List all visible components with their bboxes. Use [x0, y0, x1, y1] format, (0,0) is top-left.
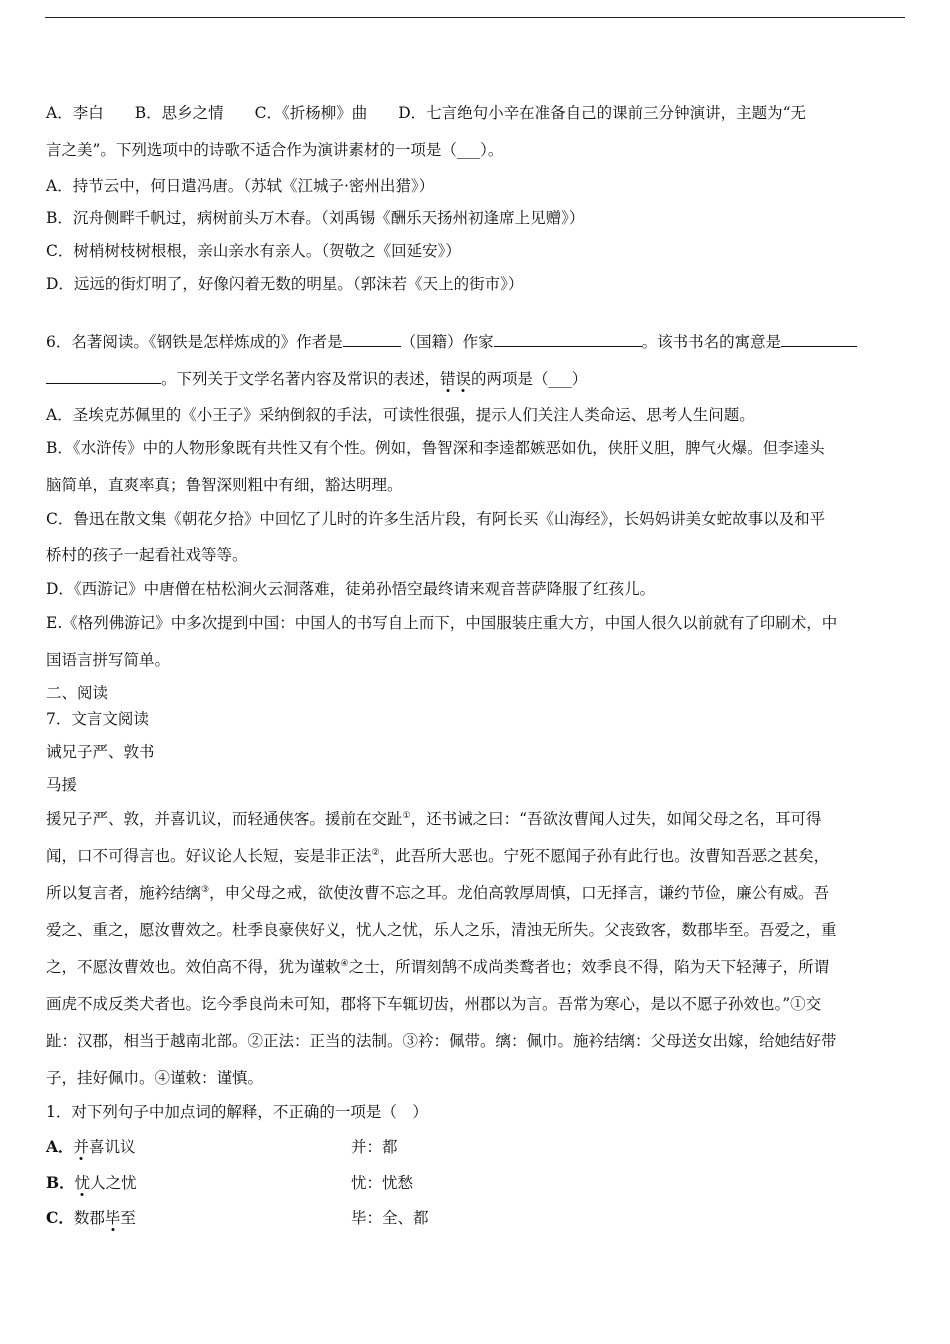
q5-option-b: B．沉舟侧畔千帆过，病树前头万木春。（刘禹锡《酬乐天扬州初逢席上见赠》） — [46, 209, 585, 227]
item-letter: A． — [46, 1137, 74, 1156]
q7-title: 7．文言文阅读 — [46, 710, 149, 728]
footnote-mark-4: ④ — [340, 958, 349, 969]
q5-option-a: A．持节云中，何日遣冯唐。（苏轼《江城子·密州出猎》） — [46, 177, 435, 195]
item-gloss: 忧：忧愁 — [351, 1174, 414, 1192]
q6-blank-meaning-cont — [46, 369, 161, 384]
q6-line1-text-b: （国籍）作家 — [400, 333, 494, 351]
q6-option-b-1: B．《水浒传》中的人物形象既有共性又有个性。例如，鲁智深和李逵都嫉恶如仇，侠肝义胆，脾气火爆。但李逵头 — [46, 439, 825, 457]
item-text: 数郡 — [73, 1209, 105, 1227]
dotted-char: 毕 — [104, 1209, 121, 1227]
passage-line-1 — [46, 809, 906, 829]
q6-option-e-1: E.《格列佛游记》中多次提到中国：中国人的书写自上而下，中国服装庄重大方，中国人很久以前就有了印刷术，中 — [46, 614, 838, 632]
footnote-mark-2: ② — [371, 847, 380, 858]
item-gloss: 并：都 — [351, 1138, 398, 1156]
q6-blank-nationality — [494, 332, 642, 347]
passage-line-2 — [46, 846, 906, 866]
item-text: 至 — [120, 1209, 136, 1227]
passage-line-6: 画虎不成反类犬者也。讫今季良尚未可知，郡将下车辄切齿，州郡以为言。吾常为寒心，是以不愿子孙效也。”①交 — [46, 995, 822, 1013]
q5-option-d: D．远远的街灯明了，好像闪着无数的明星。（郭沫若《天上的街市》） — [46, 275, 524, 293]
notes-line-1: 趾：汉郡，相当于越南北部。②正法：正当的法制。③衿：佩带。缡：佩巾。施衿结缡：父母送女出嫁，给她结好带 — [46, 1032, 837, 1050]
item-letter: B． — [46, 1173, 75, 1192]
notes-line-2: 子，挂好佩巾。④谨敕：谨慎。 — [46, 1069, 264, 1087]
passage-text: 闻，口不可得言也。好议论人长短，妄是非正法 — [46, 847, 372, 865]
passage-line-3 — [46, 883, 906, 903]
passage-text: ，还书诫之曰：“吾欲汝曹闻人过失，如闻父母之名，耳可得 — [410, 810, 822, 828]
q6-option-a: A．圣埃克苏佩里的《小王子》采纳倒叙的手法，可读性很强，提示人们关注人类命运、思考人生问题。 — [46, 406, 755, 424]
q6-line1 — [46, 332, 906, 352]
q6-blank-meaning — [781, 332, 857, 347]
q6-option-e-2: 国语言拼写简单。 — [46, 651, 171, 669]
item-letter: C． — [46, 1208, 74, 1227]
q6-option-c-2: 桥村的孩子一起看社戏等等。 — [46, 546, 248, 564]
dotted-char: 误 — [455, 370, 472, 388]
passage-title: 诫兄子严、敦书 — [46, 743, 155, 761]
passage-text: 之士，所谓刻鹄不成尚类鹜者也；效季良不得，陷为天下轻薄子，所谓 — [348, 958, 830, 976]
q6-line2-text-b: 的两项是（___） — [471, 370, 588, 388]
sub1-item-b — [46, 1173, 906, 1193]
q6-line2 — [46, 369, 906, 389]
passage-line-4: 爱之、重之，愿汝曹效之。杜季良豪侠好义，忧人之忧，乐人之乐，清浊无所失。父丧致客，数郡毕至。吾爱之，重 — [46, 921, 837, 939]
q6-line1-text-c: 。该书书名的寓意是 — [641, 333, 782, 351]
q6-blank-author — [343, 332, 401, 347]
dotted-char: 忧 — [74, 1174, 91, 1192]
q6-line1-text-a: 6．名著阅读。《钢铁是怎样炼成的》作者是 — [46, 333, 343, 351]
q6-dotted-word — [440, 370, 471, 388]
passage-text: 之，不愿汝曹效也。效伯高不得，犹为谨敕 — [46, 958, 341, 976]
sub1-item-c — [46, 1208, 906, 1228]
section-heading: 二、阅读 — [46, 684, 109, 702]
passage-text: 援兄子严、敦，并喜讥议，而轻通侠客。援前在交趾 — [46, 810, 403, 828]
q6-option-b-2: 脑简单，直爽率真；鲁智深则粗中有细，豁达明理。 — [46, 476, 403, 494]
passage-author: 马援 — [46, 776, 78, 794]
q6-line2-text-a: 。下列关于文学名著内容及常识的表述， — [161, 370, 441, 388]
dotted-char: 错 — [440, 370, 456, 388]
q6-option-d: D．《西游记》中唐僧在枯松涧火云洞落难，徒弟孙悟空最终请来观音菩萨降服了红孩儿。 — [46, 580, 656, 598]
passage-text: 所以复言者，施衿结缡 — [46, 884, 202, 902]
q5-option-c: C．树梢树枝树根根，亲山亲水有亲人。（贺敬之《回延安》） — [46, 242, 461, 260]
item-gloss: 毕：全、都 — [351, 1209, 429, 1227]
passage-text: ，此吾所大恶也。宁死不愿闻子孙有此行也。汝曹知吾恶之甚矣， — [379, 847, 830, 865]
sub1-stem-text: 1．对下列句子中加点词的解释，不正确的一项是（ ） — [46, 1103, 428, 1121]
item-text: 人之忧 — [90, 1174, 137, 1192]
top-rule — [45, 17, 905, 18]
passage-line-5 — [46, 957, 906, 977]
q5-line2: 言之美”。下列选项中的诗歌不适合作为演讲素材的一项是（___）。 — [46, 141, 504, 159]
footnote-mark-3: ③ — [201, 884, 210, 895]
footnote-mark-1: ① — [402, 810, 411, 821]
sub1-item-a — [46, 1137, 906, 1157]
q6-option-c-1: C．鲁迅在散文集《朝花夕拾》中回忆了儿时的许多生活片段，有阿长买《山海经》，长妈妈讲美女蛇故事以及和平 — [46, 510, 826, 528]
item-text: 喜讥议 — [89, 1138, 136, 1156]
dotted-char: 并 — [73, 1138, 90, 1156]
q5-line1: A．李白 B．思乡之情 C．《折杨柳》曲 D．七言绝句小辛在准备自己的课前三分钟演讲，主题为“无 — [46, 104, 807, 122]
sub1-stem — [46, 1102, 906, 1122]
passage-text: ，申父母之戒，欲使汝曹不忘之耳。龙伯高敦厚周慎，口无择言，谦约节俭，廉公有威。吾 — [209, 884, 830, 902]
